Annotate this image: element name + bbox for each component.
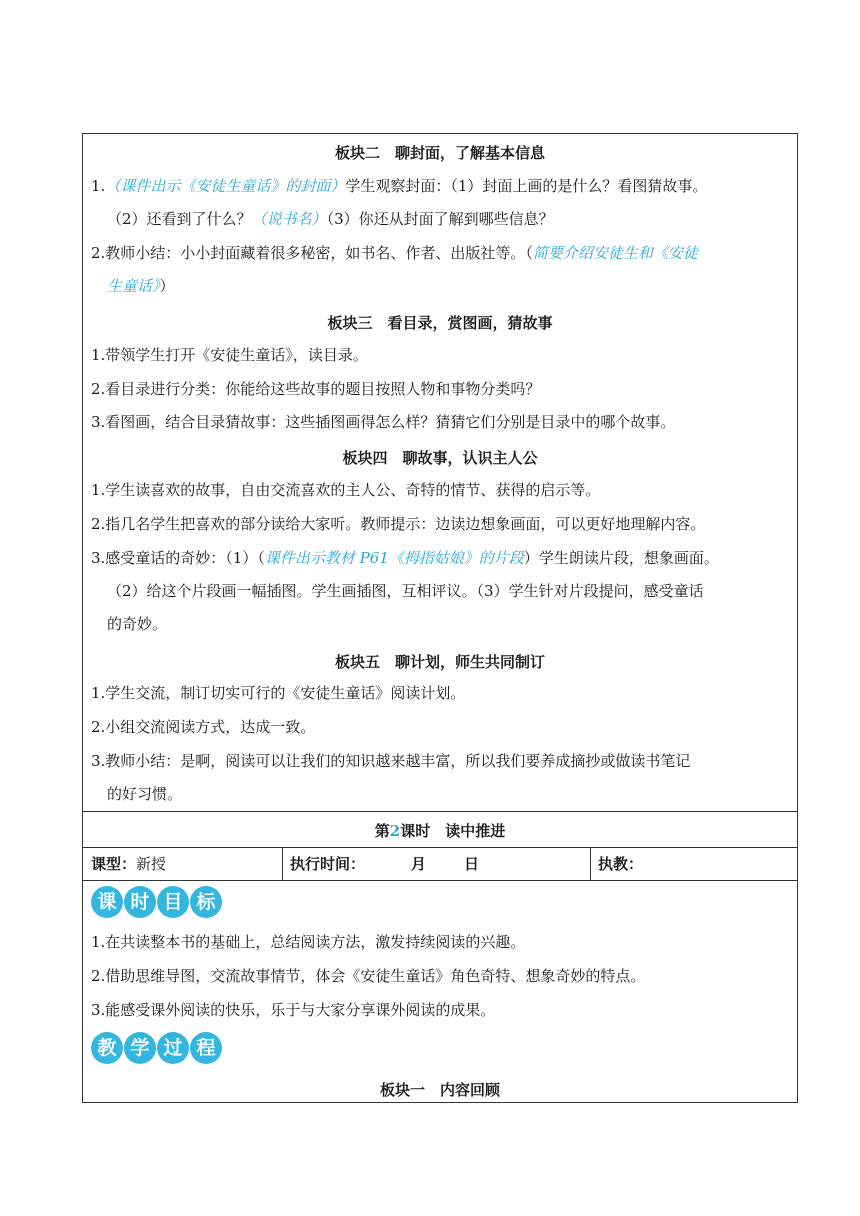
block3-item-1: 1.带领学生打开《安徒生童话》，读目录。 bbox=[91, 346, 368, 364]
teacher-label: 执教： bbox=[598, 855, 644, 873]
divider bbox=[282, 848, 283, 880]
textbook-note: 课件出示教材 P61《拇指姑娘》的片段 bbox=[264, 549, 524, 567]
lesson-plan-table bbox=[82, 133, 798, 1103]
objective-1: 1.在共读整本书的基础上，总结阅读方法，激发持续阅读的兴趣。 bbox=[91, 933, 526, 951]
lesson-title: 第2课时 读中推进 bbox=[374, 822, 506, 840]
process-badge: 教 学 过 程 bbox=[91, 1032, 223, 1066]
intro-note: 简要介绍安徒生和《安徒 bbox=[532, 244, 698, 262]
block5-title: 板块五 聊计划，师生共同制订 bbox=[334, 653, 545, 671]
block4-item-3: 3.感受童话的奇妙：（1）（课件出示教材 P61《拇指姑娘》的片段）学生朗读片段，想象画面。 bbox=[91, 549, 719, 567]
objective-2: 2.借助思维导图，交流故事情节，体会《安徒生童话》角色奇特、想象奇妙的特点。 bbox=[91, 967, 646, 985]
block2-item-2: 2.教师小结：小小封面藏着很多秘密，如书名、作者、出版社等。（简要介绍安徒生和《安徒 bbox=[91, 244, 698, 262]
block4-item-2: 2.指几名学生把喜欢的部分读给大家听。教师提示：边读边想象画面，可以更好地理解内容。 bbox=[91, 515, 706, 533]
day-label: 日 bbox=[464, 855, 480, 873]
block4-item-3-cont2: 的奇妙。 bbox=[107, 615, 168, 633]
lesson-type: 课型：新授 bbox=[91, 855, 167, 873]
block4-item-3-cont: （2）给这个片段画一幅插图。学生画插图，互相评议。（3）学生针对片段提问，感受童话 bbox=[107, 582, 704, 600]
block3-item-3: 3.看图画，结合目录猜故事：这些插图画得怎么样？猜猜它们分别是目录中的哪个故事。 bbox=[91, 413, 676, 431]
block2-item-2-cont: 生童话》） bbox=[107, 277, 175, 295]
block5-item-1: 1.学生交流，制订切实可行的《安徒生童话》阅读计划。 bbox=[91, 684, 466, 702]
block4-item-1: 1.学生读喜欢的故事，自由交流喜欢的主人公、奇特的情节、获得的启示等。 bbox=[91, 481, 601, 499]
block5-item-3: 3.教师小结：是啊，阅读可以让我们的知识越来越丰富，所以我们要养成摘抄或做读书笔记 bbox=[91, 752, 691, 770]
block3-title: 板块三 看目录，赏图画，猜故事 bbox=[327, 314, 553, 332]
objectives-badge: 课 时 目 标 bbox=[91, 886, 223, 920]
note-title: （说书名） bbox=[251, 210, 327, 228]
divider bbox=[590, 848, 591, 880]
courseware-note: （课件出示《安徒生童话》的封面） bbox=[105, 177, 346, 195]
lesson-header-row bbox=[83, 811, 797, 848]
block5-item-2: 2.小组交流阅读方式，达成一致。 bbox=[91, 718, 316, 736]
block3-item-2: 2.看目录进行分类：你能给这些故事的题目按照人物和事物分类吗？ bbox=[91, 380, 541, 398]
block5-item-3-cont: 的好习惯。 bbox=[107, 785, 183, 803]
block2-title: 板块二 聊封面，了解基本信息 bbox=[334, 144, 545, 162]
time-label: 执行时间： bbox=[290, 855, 366, 873]
block2-item-1-cont: （2）还看到了什么？（说书名）（3）你还从封面了解到哪些信息？ bbox=[107, 210, 554, 228]
objective-3: 3.能感受课外阅读的快乐，乐于与大家分享课外阅读的成果。 bbox=[91, 1001, 496, 1019]
month-label: 月 bbox=[411, 855, 427, 873]
process-block1-title: 板块一 内容回顾 bbox=[379, 1081, 500, 1099]
block2-item-1: 1.（课件出示《安徒生童话》的封面）学生观察封面：（1）封面上画的是什么？看图猜故事。 bbox=[91, 177, 708, 195]
lesson-number: 2 bbox=[389, 822, 401, 840]
block4-title: 板块四 聊故事，认识主人公 bbox=[342, 449, 538, 467]
info-row bbox=[83, 847, 797, 881]
